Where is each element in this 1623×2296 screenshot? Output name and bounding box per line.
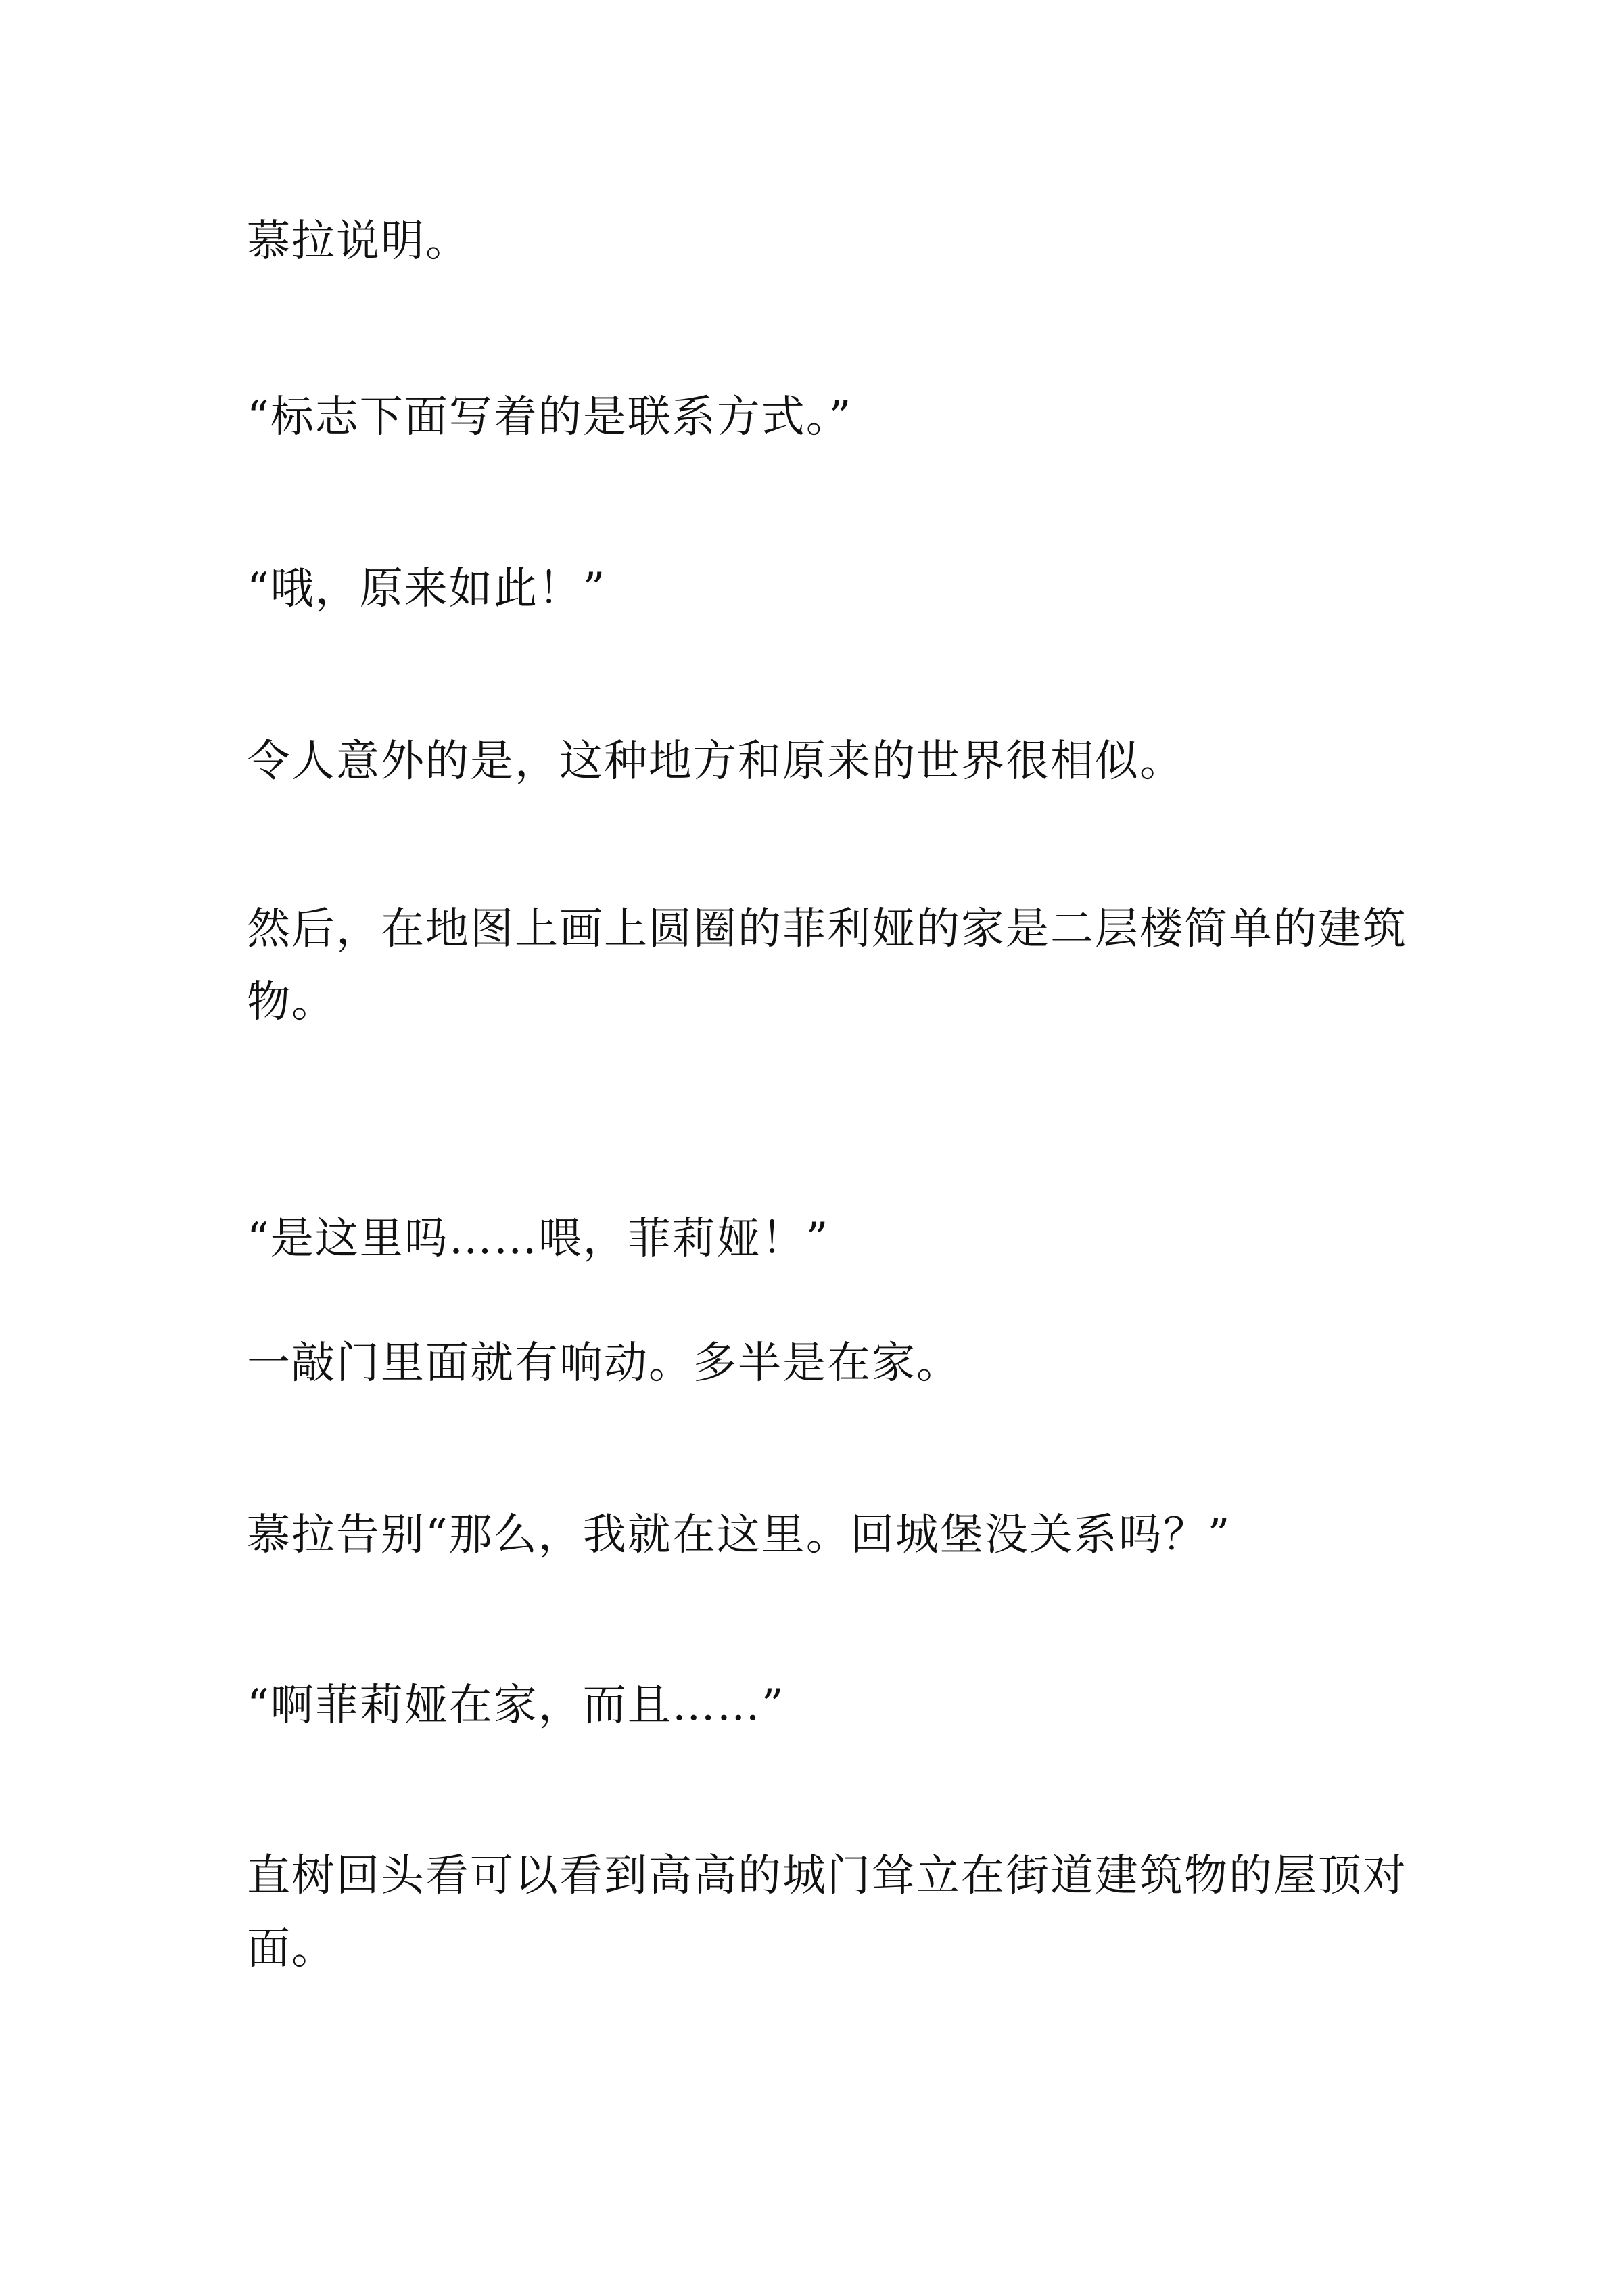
paragraph: 令人意外的是，这种地方和原来的世界很相似。: [247, 736, 1184, 787]
paragraph: 直树回头看可以看到高高的城门耸立在街道建筑物的屋顶对面。: [247, 1851, 1407, 1974]
paragraph: 慕拉说明。: [247, 216, 470, 266]
paragraph: “哦，原来如此！”: [247, 564, 607, 614]
paragraph: “啊菲莉娅在家，而且……”: [247, 1681, 785, 1731]
paragraph: “是这里吗……喂，菲莉娅！”: [247, 1214, 830, 1264]
paragraph: “标志下面写着的是联系方式。”: [247, 392, 853, 442]
paragraph: 慕拉告别“那么，我就在这里。回城堡没关系吗？”: [247, 1510, 1231, 1560]
paragraph: 一敲门里面就有响动。多半是在家。: [247, 1338, 961, 1388]
paragraph: 然后，在地图上画上圆圈的菲利娅的家是二层楼简单的建筑物。: [247, 904, 1407, 1027]
